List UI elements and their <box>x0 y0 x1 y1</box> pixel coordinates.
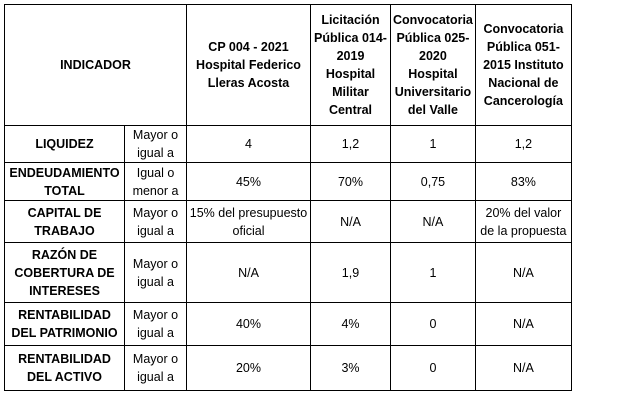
condition: Mayor o igual a <box>125 201 187 243</box>
value-col-3: 0 <box>391 346 476 391</box>
table-row <box>5 163 572 201</box>
condition: Mayor o igual a <box>125 243 187 303</box>
value-col-1: 45% <box>187 163 311 201</box>
table-row <box>5 243 572 303</box>
value-col-4: 83% <box>475 163 571 201</box>
value-col-1: 15% del presupuesto oficial <box>187 201 311 243</box>
indicator-name: ENDEUDAMIENTO TOTAL <box>5 163 125 201</box>
value-col-4: N/A <box>475 346 571 391</box>
indicators-table-wrapper <box>4 4 572 391</box>
value-col-3: 1 <box>391 243 476 303</box>
indicator-name: RENTABILIDAD DEL PATRIMONIO <box>5 303 125 346</box>
value-col-4: 20% del valor de la propuesta <box>475 201 571 243</box>
header-col-2: Licitación Pública 014-2019 Hospital Militar Central <box>311 5 391 126</box>
value-col-4: N/A <box>475 303 571 346</box>
value-col-2: 70% <box>311 163 391 201</box>
indicator-name: LIQUIDEZ <box>5 126 125 163</box>
value-col-3: 0,75 <box>391 163 476 201</box>
value-col-3: N/A <box>391 201 476 243</box>
indicator-name: CAPITAL DE TRABAJO <box>5 201 125 243</box>
value-col-1: 4 <box>187 126 311 163</box>
value-col-2: N/A <box>311 201 391 243</box>
indicator-name: RAZÓN DE COBERTURA DE INTERESES <box>5 243 125 303</box>
value-col-1: N/A <box>187 243 311 303</box>
table-row <box>5 126 572 163</box>
condition: Mayor o igual a <box>125 303 187 346</box>
value-col-4: N/A <box>475 243 571 303</box>
value-col-2: 3% <box>311 346 391 391</box>
value-col-1: 20% <box>187 346 311 391</box>
condition: Igual o menor a <box>125 163 187 201</box>
value-col-2: 1,2 <box>311 126 391 163</box>
value-col-3: 1 <box>391 126 476 163</box>
table-row <box>5 201 572 243</box>
indicators-table <box>4 4 572 391</box>
header-col-1: CP 004 - 2021 Hospital Federico Lleras Acosta <box>187 5 311 126</box>
header-col-4: Convocatoria Pública 051-2015 Instituto Nacional de Cancerología <box>475 5 571 126</box>
value-col-2: 4% <box>311 303 391 346</box>
header-indicator: INDICADOR <box>5 5 187 126</box>
value-col-3: 0 <box>391 303 476 346</box>
table-row <box>5 303 572 346</box>
condition: Mayor o igual a <box>125 346 187 391</box>
value-col-1: 40% <box>187 303 311 346</box>
table-row <box>5 346 572 391</box>
indicator-name: RENTABILIDAD DEL ACTIVO <box>5 346 125 391</box>
header-row <box>5 5 572 126</box>
value-col-4: 1,2 <box>475 126 571 163</box>
header-col-3: Convocatoria Pública 025-2020 Hospital Universitario del Valle <box>391 5 476 126</box>
condition: Mayor o igual a <box>125 126 187 163</box>
value-col-2: 1,9 <box>311 243 391 303</box>
